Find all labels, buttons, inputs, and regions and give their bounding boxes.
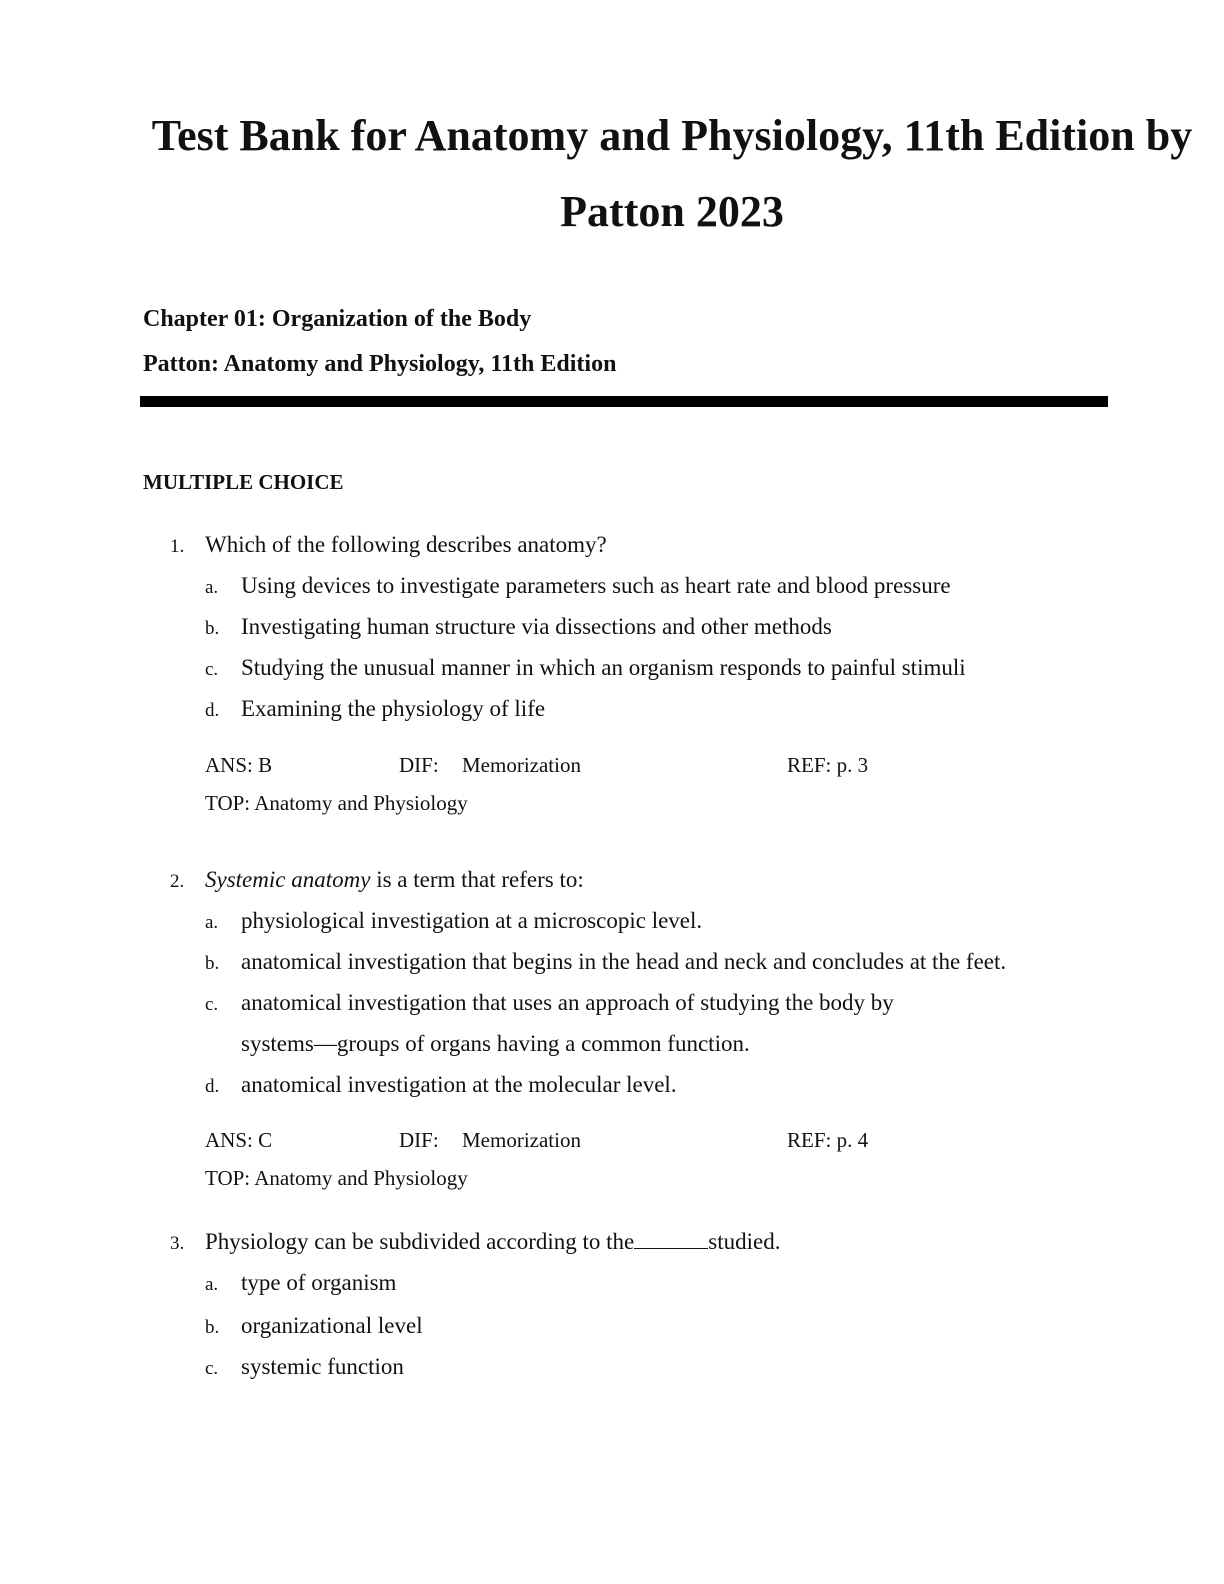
question-1-option-a <box>205 573 951 599</box>
question-2-option-b <box>205 949 1006 975</box>
option-letter: a. <box>205 577 219 598</box>
option-letter: d. <box>205 700 220 721</box>
section-heading: MULTIPLE CHOICE <box>143 470 344 494</box>
option-text: physiological investigation at a microscopic level. <box>241 908 703 933</box>
option-letter: c. <box>205 994 219 1015</box>
heading-divider <box>140 396 1108 407</box>
option-text: Examining the physiology of life <box>241 696 546 721</box>
title-line-1: Test Bank for Anatomy and Physiology, 11th Edition by <box>151 111 1193 160</box>
question-number: 3. <box>170 1233 185 1254</box>
question-2-option-d <box>205 1072 677 1098</box>
option-text: Studying the unusual manner in which an organism responds to painful stimuli <box>241 655 966 680</box>
question-text: Which of the following describes anatomy? <box>205 532 607 557</box>
question-3-option-c <box>205 1354 404 1380</box>
question-2-option-c <box>205 990 894 1016</box>
question-2-option-a <box>205 908 702 934</box>
document-title <box>140 98 1204 250</box>
question-1-option-c <box>205 655 966 681</box>
option-letter: a. <box>205 1274 219 1295</box>
chapter-heading: Chapter 01: Organization of the Body <box>143 306 532 332</box>
option-letter: b. <box>205 1317 220 1338</box>
question-number: 1. <box>170 536 185 557</box>
question-text: is a term that refers to: <box>370 867 584 892</box>
question-term: Systemic anatomy <box>205 867 371 892</box>
option-letter: d. <box>205 1076 220 1097</box>
question-2-difficulty-label: DIF: <box>399 1128 439 1152</box>
option-text: anatomical investigation that uses an approach of studying the body by <box>241 990 894 1015</box>
question-1-option-d <box>205 696 545 722</box>
option-letter: a. <box>205 912 219 933</box>
question-2-answer: ANS: C <box>205 1128 273 1152</box>
option-text: Investigating human structure via dissections and other methods <box>241 614 832 639</box>
option-text: anatomical investigation at the molecular level. <box>241 1072 677 1097</box>
question-1-answer: ANS: B <box>205 753 273 777</box>
option-text: systemic function <box>241 1354 404 1379</box>
question-3-stem <box>170 1228 780 1255</box>
question-3-option-b <box>205 1313 423 1339</box>
answer-blank <box>634 1228 708 1249</box>
option-letter: b. <box>205 618 220 639</box>
book-heading: Patton: Anatomy and Physiology, 11th Edition <box>143 351 617 377</box>
option-letter: c. <box>205 659 219 680</box>
question-2-topic: TOP: Anatomy and Physiology <box>205 1166 468 1190</box>
question-1-option-b <box>205 614 832 640</box>
question-2-reference: REF: p. 4 <box>787 1128 869 1152</box>
option-letter: c. <box>205 1358 219 1379</box>
option-text: Using devices to investigate parameters such as heart rate and blood pressure <box>241 573 951 598</box>
question-text-after: studied. <box>708 1229 781 1254</box>
option-text: anatomical investigation that begins in the head and neck and concludes at the feet. <box>241 949 1007 974</box>
question-text-before: Physiology can be subdivided according to the <box>205 1229 635 1254</box>
question-1-topic: TOP: Anatomy and Physiology <box>205 791 468 815</box>
question-1-difficulty-label: DIF: <box>399 753 439 777</box>
option-letter: b. <box>205 953 220 974</box>
question-2-difficulty: Memorization <box>462 1128 581 1152</box>
question-1-stem <box>170 532 607 558</box>
question-number: 2. <box>170 871 185 892</box>
title-line-2: Patton 2023 <box>560 187 784 236</box>
question-1-difficulty: Memorization <box>462 753 581 777</box>
question-2-option-c-continued: systems—groups of organs having a common function. <box>241 1031 750 1056</box>
option-text: organizational level <box>241 1313 423 1338</box>
question-1-reference: REF: p. 3 <box>787 753 869 777</box>
option-text: type of organism <box>241 1270 397 1295</box>
question-3-option-a <box>205 1270 396 1296</box>
question-2-stem <box>170 867 584 893</box>
